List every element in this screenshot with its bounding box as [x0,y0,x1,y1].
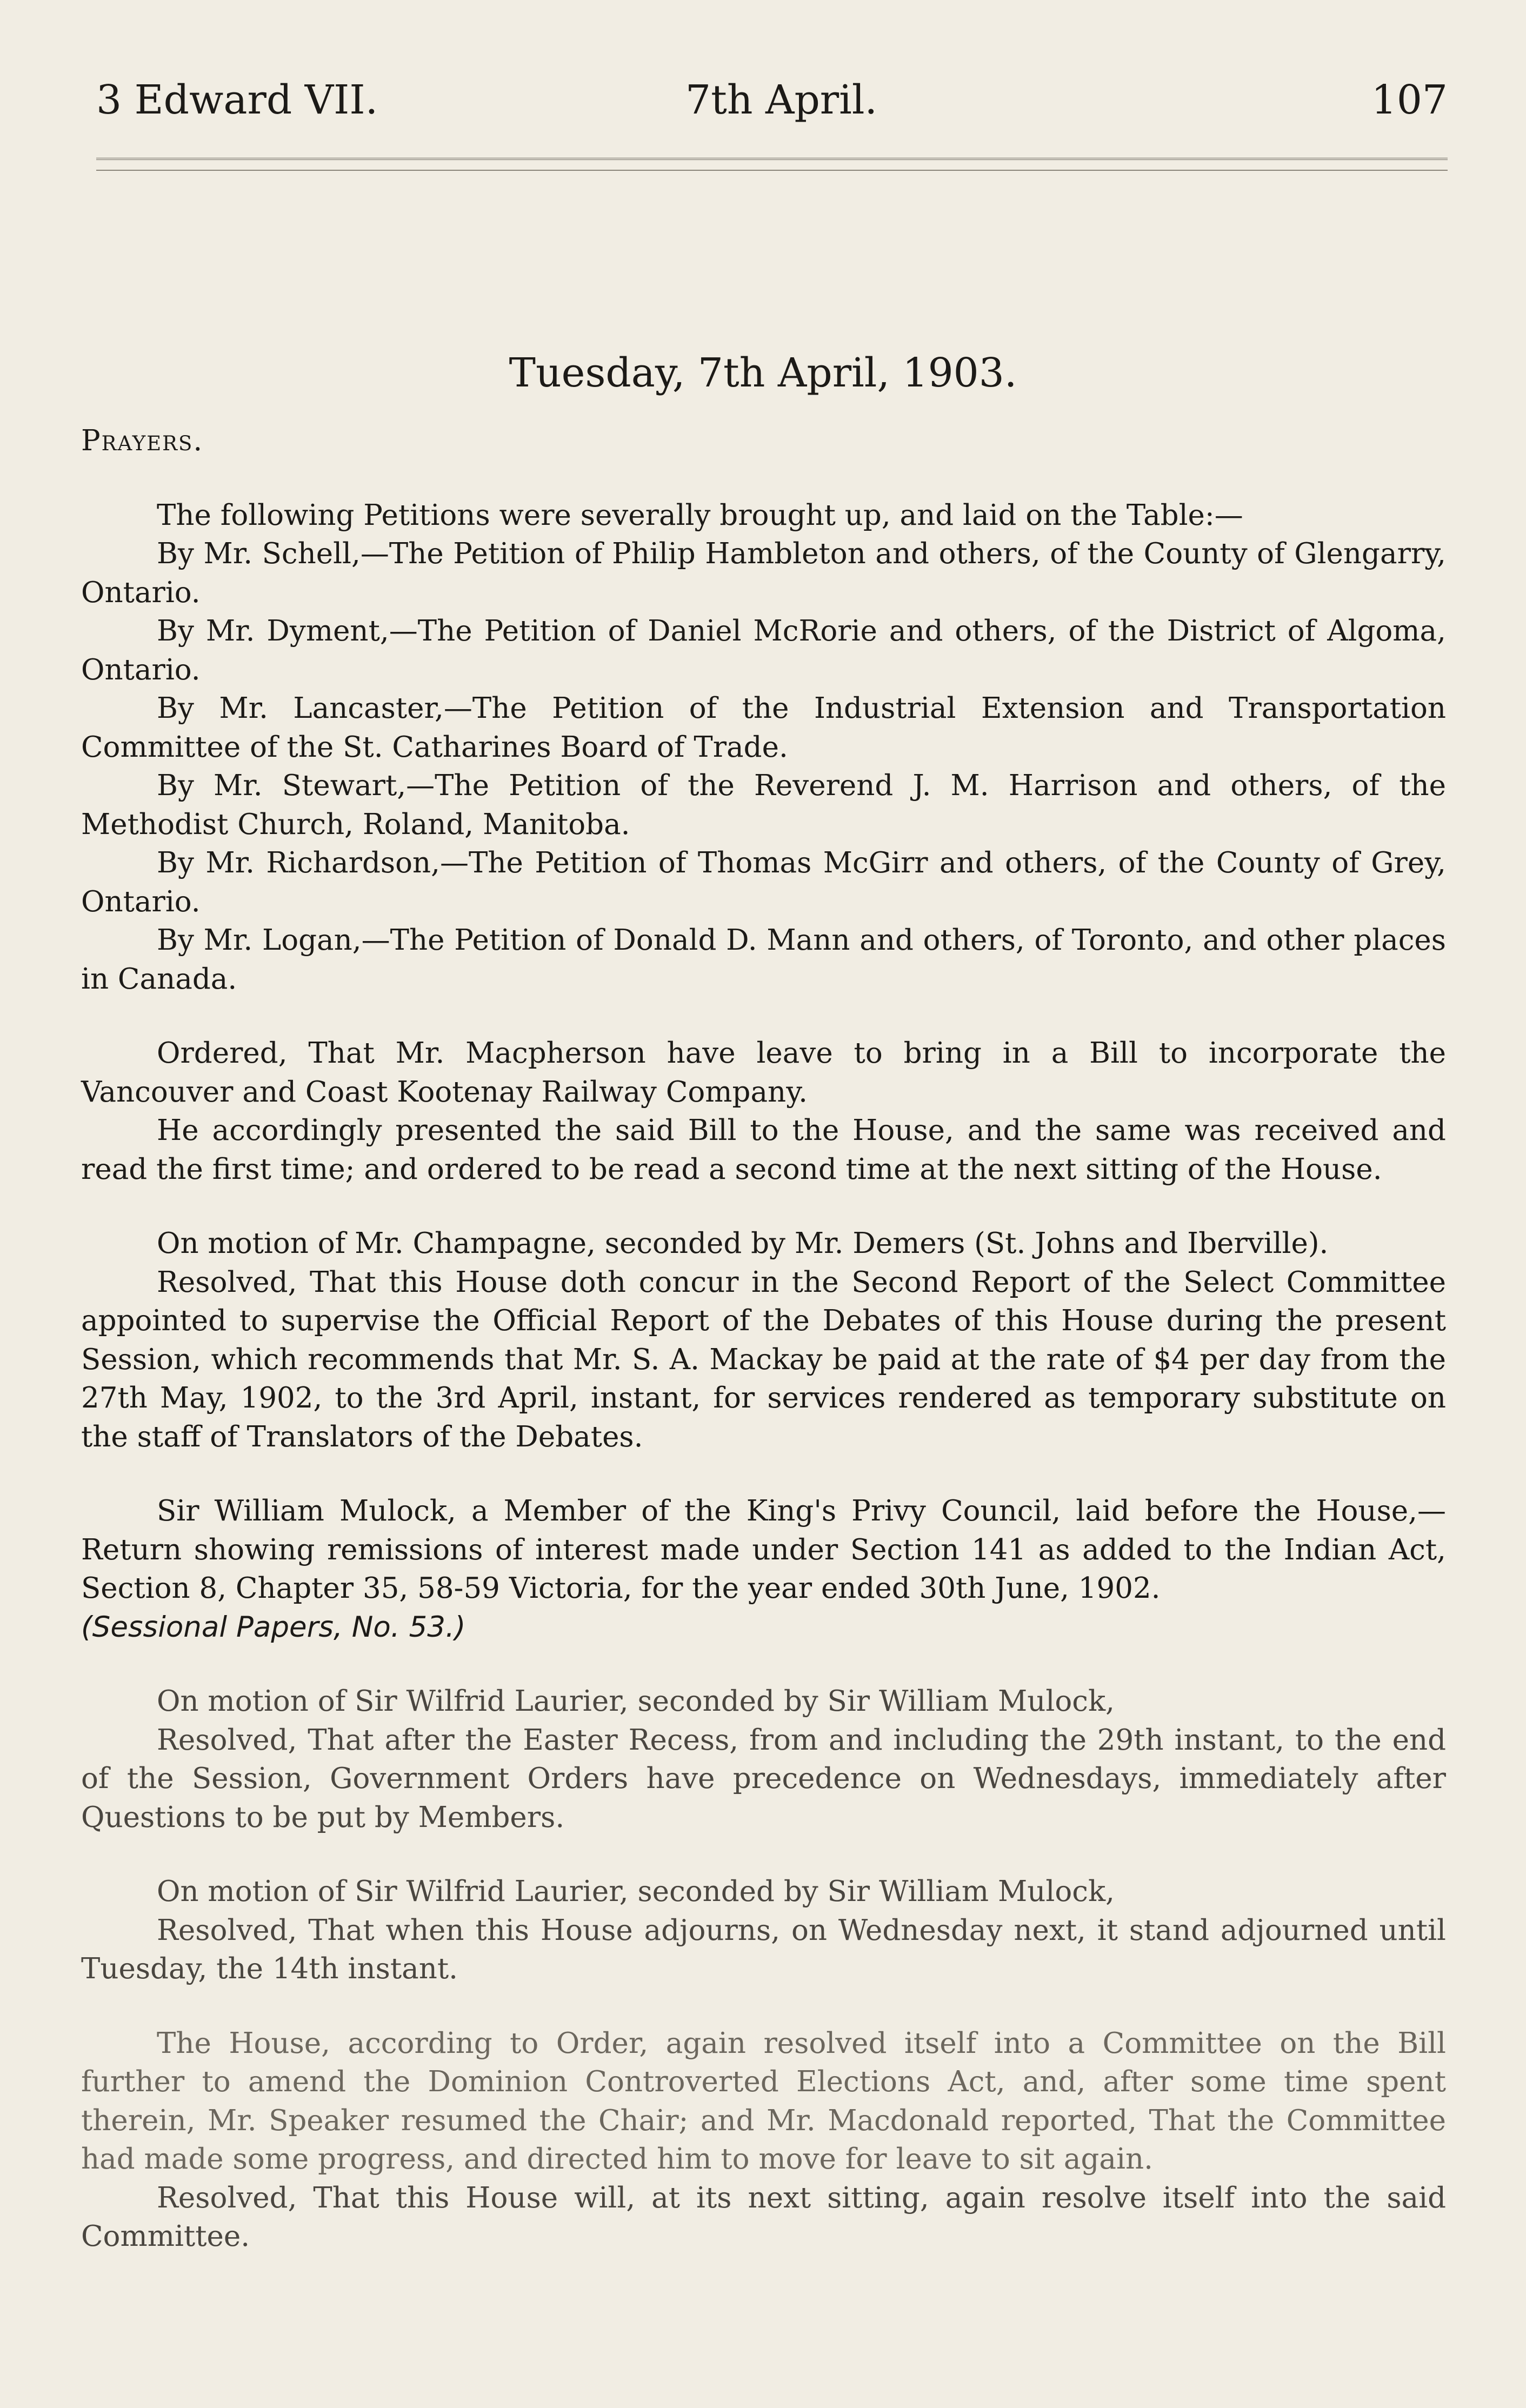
journal-body [81,422,1446,2256]
paragraph-bill-presented: He accordingly presented the said Bill to the House, and the same was received and read the first time; and ordered to be read a second time at the next sitting of the House. [81,1114,1446,1186]
paragraph-petition-dyment: By Mr. Dyment,—The Petition of Daniel McRorie and others, of the District of Algoma, Ontario. [81,615,1446,686]
prayers-heading: Prayers. [81,424,204,457]
spacer [81,998,1446,1034]
paragraph-motion-laurier-2: On motion of Sir Wilfrid Laurier, seconded by Sir William Mulock, [157,1875,1115,1908]
page-number: 107 [1371,77,1448,123]
spacer [81,1989,1446,2024]
sitting-title: Tuesday, 7th April, 1903. [509,350,1017,396]
paragraph-petition-richardson: By Mr. Richardson,—The Petition of Thomas McGirr and others, of the County of Grey, Ontario. [81,846,1446,918]
spacer [81,461,1446,496]
paragraph-petitions-intro: The following Petitions were severally brought up, and laid on the Table:— [157,498,1243,532]
header-date: 7th April. [685,77,878,123]
paragraph-resolved-adjourn: Resolved, That when this House adjourns, on Wednesday next, it stand adjourned until Tuesday, the 14th instant. [81,1913,1446,1985]
header-regnal-year: 3 Edward VII. [96,77,378,123]
paragraph-committee-bill: The House, according to Order, again resolved itself into a Committee on the Bill further to amend the Dominion Controverted Elections Act, and, after some time spent therein, Mr. Speaker resumed the Chair; and Mr. Macdonald reported, That the Committee had made some progress, and directed him to move for leave to sit again. [81,2026,1446,2176]
header-rule-thin [96,170,1448,171]
paragraph-motion-laurier-1: On motion of Sir Wilfrid Laurier, seconded by Sir William Mulock, [157,1685,1115,1718]
paragraph-petition-schell: By Mr. Schell,—The Petition of Philip Hambleton and others, of the County of Glengarry, Ontario. [81,537,1446,609]
paragraph-resolved-report: Resolved, That this House doth concur in the Second Report of the Select Committee appointed to supervise the Official Report of the Debates of this House during the present Session, which recommends that Mr. S. A. Mackay be paid at the rate of $4 per day from the 27th May, 1902, to the 3rd April, instant, for services rendered as temporary substitute on the staff of Translators of the Debates. [81,1265,1446,1453]
paragraph-petition-logan: By Mr. Logan,—The Petition of Donald D. Mann and others, of Toronto, and other places in Canada. [81,924,1446,996]
paragraph-petition-stewart: By Mr. Stewart,—The Petition of the Reverend J. M. Harrison and others, of the Methodist Church, Roland, Manitoba. [81,769,1446,841]
header-rule [96,158,1448,160]
paragraph-motion-champagne: On motion of Mr. Champagne, seconded by Mr. Demers (St. Johns and Iberville). [157,1227,1329,1260]
paragraph-resolved-committee: Resolved, That this House will, at its next sitting, again resolve itself into the said Committee. [81,2181,1446,2253]
spacer [81,1189,1446,1224]
running-header [96,70,1448,130]
paragraph-petition-lancaster: By Mr. Lancaster,—The Petition of the Industrial Extension and Transportation Committee of the St. Catharines Board of Trade. [81,692,1446,764]
paragraph-resolved-easter: Resolved, That after the Easter Recess, from and including the 29th instant, to the end of the Session, Government Orders have precedence on Wednesdays, immediately after Questions to be put by Members. [81,1723,1446,1834]
sessional-papers-reference: (Sessional Papers, No. 53.) [81,1610,466,1644]
spacer [81,1837,1446,1872]
spacer [81,1646,1446,1682]
paragraph-bill-leave: Ordered, That Mr. Macpherson have leave to bring in a Bill to incorporate the Vancouver and Coast Kootenay Railway Company. [81,1037,1446,1109]
paragraph-mulock-return: Sir William Mulock, a Member of the King's Privy Council, laid before the House,—Return showing remissions of interest made under Section 141 as added to the Indian Act, Section 8, Chapter 35, 58-59 Victoria, for the year ended 30th June, 1902. [81,1495,1446,1605]
spacer [81,1456,1446,1492]
